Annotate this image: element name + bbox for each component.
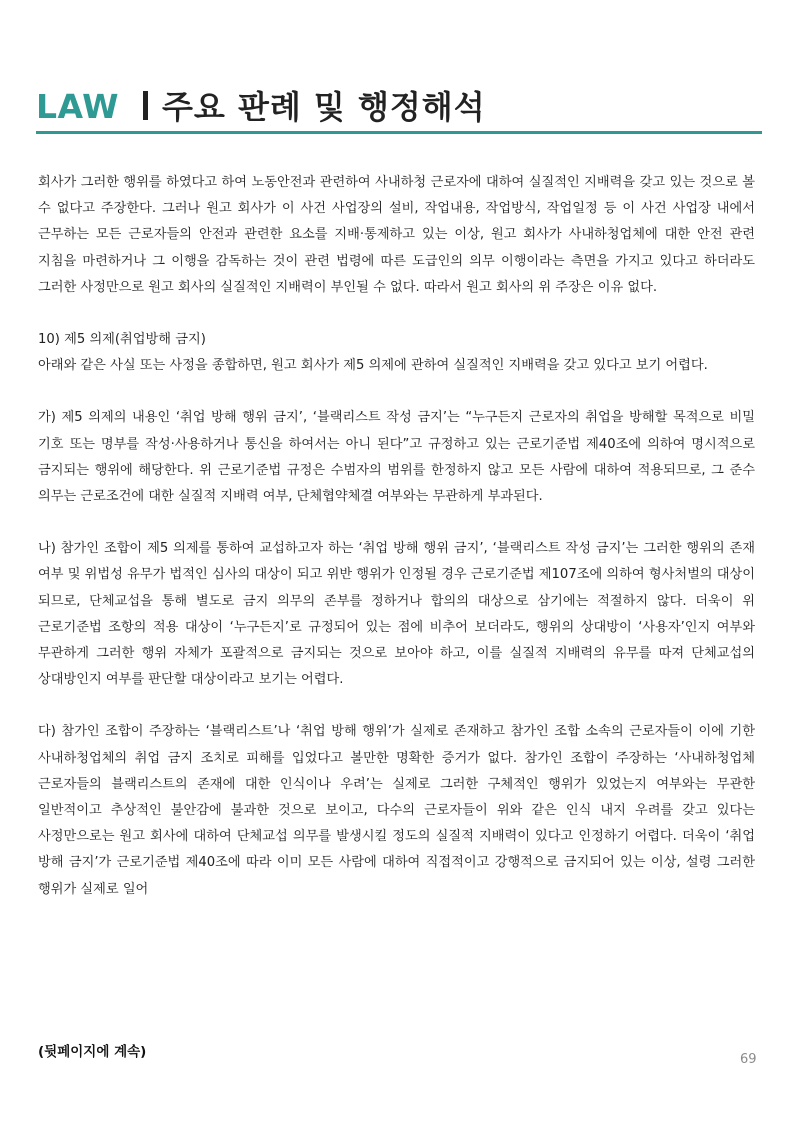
paragraph-da: 다) 참가인 조합이 주장하는 ‘블랙리스트’나 ‘취업 방해 행위’가 실제로 존재하고 참가인 조합 소속의 근로자들이 이에 기한 사내하청업체의 취업 금지 조치로 피해를 입었다고 볼만한 명확한 증거가 없다. 참가인 조합이 주장하는 ‘사내하청업체 근로자들의 블랙리스트의 존재에 대한 인식이나 우려’는 실제로 그러한 구체적인 행위가 있었는지 여부와는 무관한 일반적이고 추상적인 불안감에 불과한 것으로 보이고, 다수의 근로자들이 위와 같은 인식 내지 우려를 갖고 있다는 사정만으로는 원고 회사에 대하여 단체교섭 의무를 발생시킬 정도의 실질적 지배력이 있다고 인정하기 어렵다. 더욱이 ‘취업 방해 금지’가 근로기준법 제40조에 따라 이미 모든 사람에 대하여 직접적이고 강행적으로 금지되어 있는 이상, 설령 그러한 행위가 실제로 일어: [38, 724, 756, 897]
title-text: 주요 판례 및 행정해석: [162, 88, 486, 126]
law-label: LAW: [36, 87, 119, 126]
paragraph-summary: 아래와 같은 사실 또는 사정을 종합하면, 원고 회사가 제5 의제에 관하여 실질적인 지배력을 갖고 있다고 보기 어렵다.: [38, 358, 708, 374]
paragraph-intro: 회사가 그러한 행위를 하였다고 하여 노동안전과 관련하여 사내하청 근로자에 대하여 실질적인 지배력을 갖고 있는 것으로 볼 수 없다고 주장한다. 그러나 원고 회사가 이 사건 사업장의 설비, 작업내용, 작업방식, 작업일정 등 이 사건 사업장 내에서 근무하는 모든 근로자들의 안전과 관련한 요소를 지배·통제하고 있는 이상, 원고 회사가 사내하청업체에 대한 안전 관련 지침을 마련하거나 그 이행을 감독하는 것이 관련 법령에 따른 도급인의 의무 이행이라는 측면을 가지고 있다고 하더라도 그러한 사정만으로 원고 회사의 실질적인 지배력이 부인될 수 없다. 따라서 원고 회사의 위 주장은 이유 없다.: [38, 175, 755, 295]
title-separator: [143, 91, 148, 120]
header-rule: [36, 131, 762, 134]
page-header: [36, 82, 762, 128]
continued-note: (뒷페이지에 계속): [38, 1044, 147, 1060]
section-title: [36, 82, 762, 128]
body-text: [38, 170, 755, 929]
page-number: 69: [740, 1052, 757, 1067]
paragraph-na: 나) 참가인 조합이 제5 의제를 통하여 교섭하고자 하는 ‘취업 방해 행위 금지’, ‘블랙리스트 작성 금지’는 그러한 행위의 존재 여부 및 위법성 유무가 법적인 심사의 대상이 되고 위반 행위가 인정될 경우 근로기준법 제107조에 의하여 형사처벌의 대상이 되므로, 단체교섭을 통해 별도로 금지 의무의 존부를 정하거나 합의의 대상으로 삼기에는 적절하지 않다. 더욱이 위 근로기준법 조항의 적용 대상이 ‘누구든지’로 규정되어 있는 점에 비추어 보더라도, 행위의 상대방이 ‘사용자’인지 여부와 무관하게 그러한 행위 자체가 포괄적으로 금지되는 것으로 보아야 하고, 이를 실질적 지배력의 유무를 따져 단체교섭의 상대방인지 여부를 판단할 대상이라고 보기는 어렵다.: [38, 541, 755, 688]
paragraph-ga: 가) 제5 의제의 내용인 ‘취업 방해 행위 금지’, ‘블랙리스트 작성 금지’는 “누구든지 근로자의 취업을 방해할 목적으로 비밀 기호 또는 명부를 작성·사용하거나 통신을 하여서는 아니 된다”고 규정하고 있는 근로기준법 제40조에 의하여 명시적으로 금지되는 행위에 해당한다. 위 근로기준법 규정은 수범자의 범위를 한정하지 않고 모든 사람에 대하여 적용되므로, 그 준수 의무는 근로조건에 대한 실질적 지배력 여부, 단체협약체결 여부와는 무관하게 부과된다.: [38, 410, 755, 505]
subheading-issue-5: 10) 제5 의제(취업방해 금지): [38, 332, 206, 348]
